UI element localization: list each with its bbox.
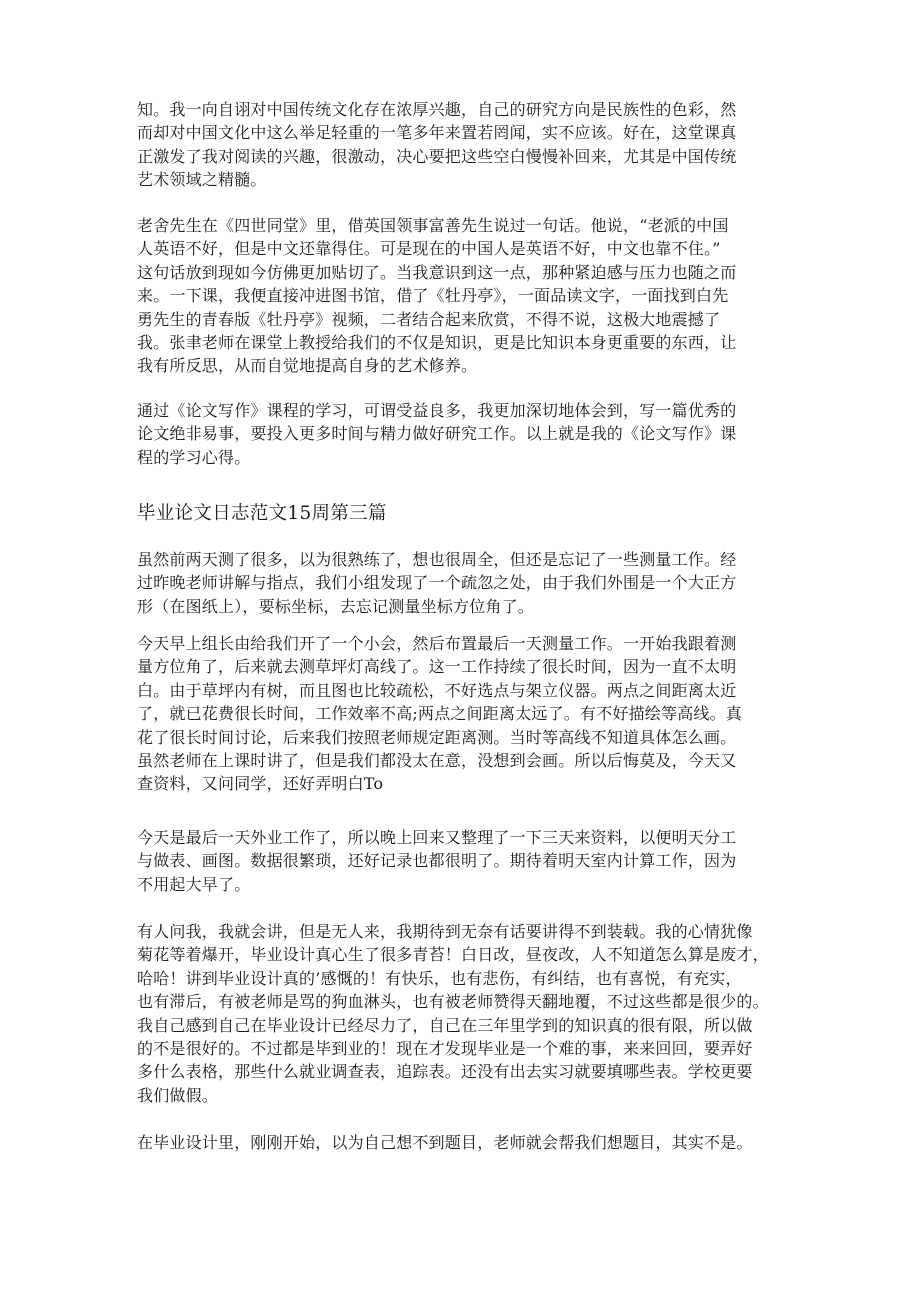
section-heading: 毕业论文日志范文15周第三篇 bbox=[137, 503, 387, 524]
paragraph-graduation-feelings bbox=[137, 920, 769, 1107]
text-line: 论文绝非易事，要投入更多时间与精力做好研究工作。以上就是我的《论文写作》课 bbox=[137, 424, 737, 444]
text-line: 哈哈！讲到毕业设计真的’感慨的！有快乐，也有悲伤，有纠结，也有喜悦，有充实， bbox=[137, 968, 742, 988]
text-line: 正激发了我对阅读的兴趣，很激动，决心要把这些空白慢慢补回来，尤其是中国传统 bbox=[137, 146, 737, 166]
text-line: 艺术领域之精髓。 bbox=[137, 170, 267, 190]
text-line: 虽然前两天测了很多，以为很熟练了，想也很周全，但还是忘记了一些测量工作。经 bbox=[137, 550, 737, 569]
text-line: 我们做假。 bbox=[137, 1085, 219, 1105]
paragraph-course-summary bbox=[137, 399, 736, 469]
text-line: 虽然老师在上课时讲了，但是我们都没太在意，没想到会画。所以后悔莫及，今天又 bbox=[137, 751, 737, 771]
text-line: 查资料，又问同学，还好弄明白To bbox=[137, 774, 384, 794]
text-line: 这句话放到现如今仿佛更加贴切了。当我意识到这一点，那种紧迫感与压力也随之而 bbox=[137, 262, 737, 282]
paragraph-traditional-culture bbox=[137, 98, 736, 192]
text-line: 我自己感到自己在毕业设计已经尽力了，自己在三年里学到的知识真的很有限，所以做 bbox=[137, 1015, 753, 1035]
text-line: 白。由于草坪内有树，而且图也比较疏松，不好选点与架立仪器。两点之间距离太近 bbox=[137, 680, 737, 700]
text-line: 我。张聿老师在课堂上教授给我们的不仅是知识，更是比知识本身更重要的东西，让 bbox=[137, 333, 737, 353]
paragraph-lao-she bbox=[137, 214, 736, 378]
text-line: 过昨晚老师讲解与指点，我们小组发现了一个疏忽之处，由于我们外围是一个大正方 bbox=[137, 573, 737, 593]
text-line: 有人问我，我就会讲，但是无人来，我期待到无奈有话要讲得不到装载。我的心情犹像 bbox=[137, 922, 753, 941]
text-line: 不用起大早了。 bbox=[137, 874, 251, 894]
text-line: 菊花等着爆开，毕业设计真心生了很多青苔！白日改，昼夜改，人不知道怎么算是废才， bbox=[137, 945, 769, 965]
text-line: 了，就已花费很长时间，工作效率不高;两点之间距离太远了。有不好描绘等高线。真 bbox=[137, 704, 742, 724]
text-line: 形（在图纸上），要标坐标，去忘记测量坐标方位角了。 bbox=[137, 596, 535, 616]
paragraph-topic-selection bbox=[137, 1131, 753, 1154]
text-line: 多什么表格，那些什么就业调查表，追踪表。还没有出去实习就要填哪些表。学校更要 bbox=[137, 1062, 753, 1082]
text-line: 来。一下课，我便直接冲进图书馆，借了《牡丹亭》，一面品读文字，一面找到白先 bbox=[137, 286, 729, 306]
text-line: 而却对中国文化中这么举足轻重的一笔多年来置若罔闻，实不应该。好在，这堂课真 bbox=[137, 123, 737, 143]
text-line: 在毕业设计里，刚刚开始，以为自己想不到题目，老师就会帮我们想题目，其实不是。 bbox=[137, 1133, 753, 1152]
text-line: 与做表、画图。数据很繁琐，还好记录也都很明了。期待着明天室内计算工作，因为 bbox=[137, 851, 737, 871]
text-line: 我有所反思，从而自觉地提高自身的艺术修养。 bbox=[137, 356, 478, 376]
text-line: 勇先生的青春版《牡丹亭》视频，二者结合起来欣赏，不得不说，这极大地震撼了 bbox=[137, 309, 721, 329]
text-line: 人英语不好，但是中文还靠得住。可是现在的中国人是英语不好，中文也靠不住。” bbox=[137, 239, 721, 259]
text-line: 量方位角了，后来就去测草坪灯高线了。这一工作持续了很长时间，因为一直不太明 bbox=[137, 657, 737, 677]
text-line: 程的学习心得。 bbox=[137, 447, 251, 467]
text-line: 花了很长时间讨论，后来我们按照老师规定距离测。当时等高线不知道具体怎么画。 bbox=[137, 727, 737, 747]
text-line: 今天早上组长由给我们开了一个小会，然后布置最后一天测量工作。一开始我跟着测 bbox=[137, 634, 737, 653]
text-line: 也有滞后，有被老师是骂的狗血淋头，也有被老师赞得天翻地覆，不过这些都是很少的。 bbox=[137, 992, 769, 1012]
text-line: 知。我一向自诩对中国传统文化存在浓厚兴趣，自己的研究方向是民族性的色彩，然 bbox=[137, 100, 737, 119]
text-line: 今天是最后一天外业工作了，所以晚上回来又整理了一下三天来资料，以便明天分工 bbox=[137, 828, 737, 847]
text-line: 的不是很好的。不过都是毕到业的！现在才发现毕业是一个难的事，来来回回，要弄好 bbox=[137, 1039, 753, 1059]
paragraph-last-field-day bbox=[137, 826, 736, 896]
paragraph-contour-work bbox=[137, 632, 742, 796]
text-line: 通过《论文写作》课程的学习，可谓受益良多，我更加深切地体会到，写一篇优秀的 bbox=[137, 401, 737, 420]
paragraph-survey-review bbox=[137, 548, 736, 618]
text-line: 老舍先生在《四世同堂》里，借英国领事富善先生说过一句话。他说，“老派的中国 bbox=[137, 216, 729, 235]
